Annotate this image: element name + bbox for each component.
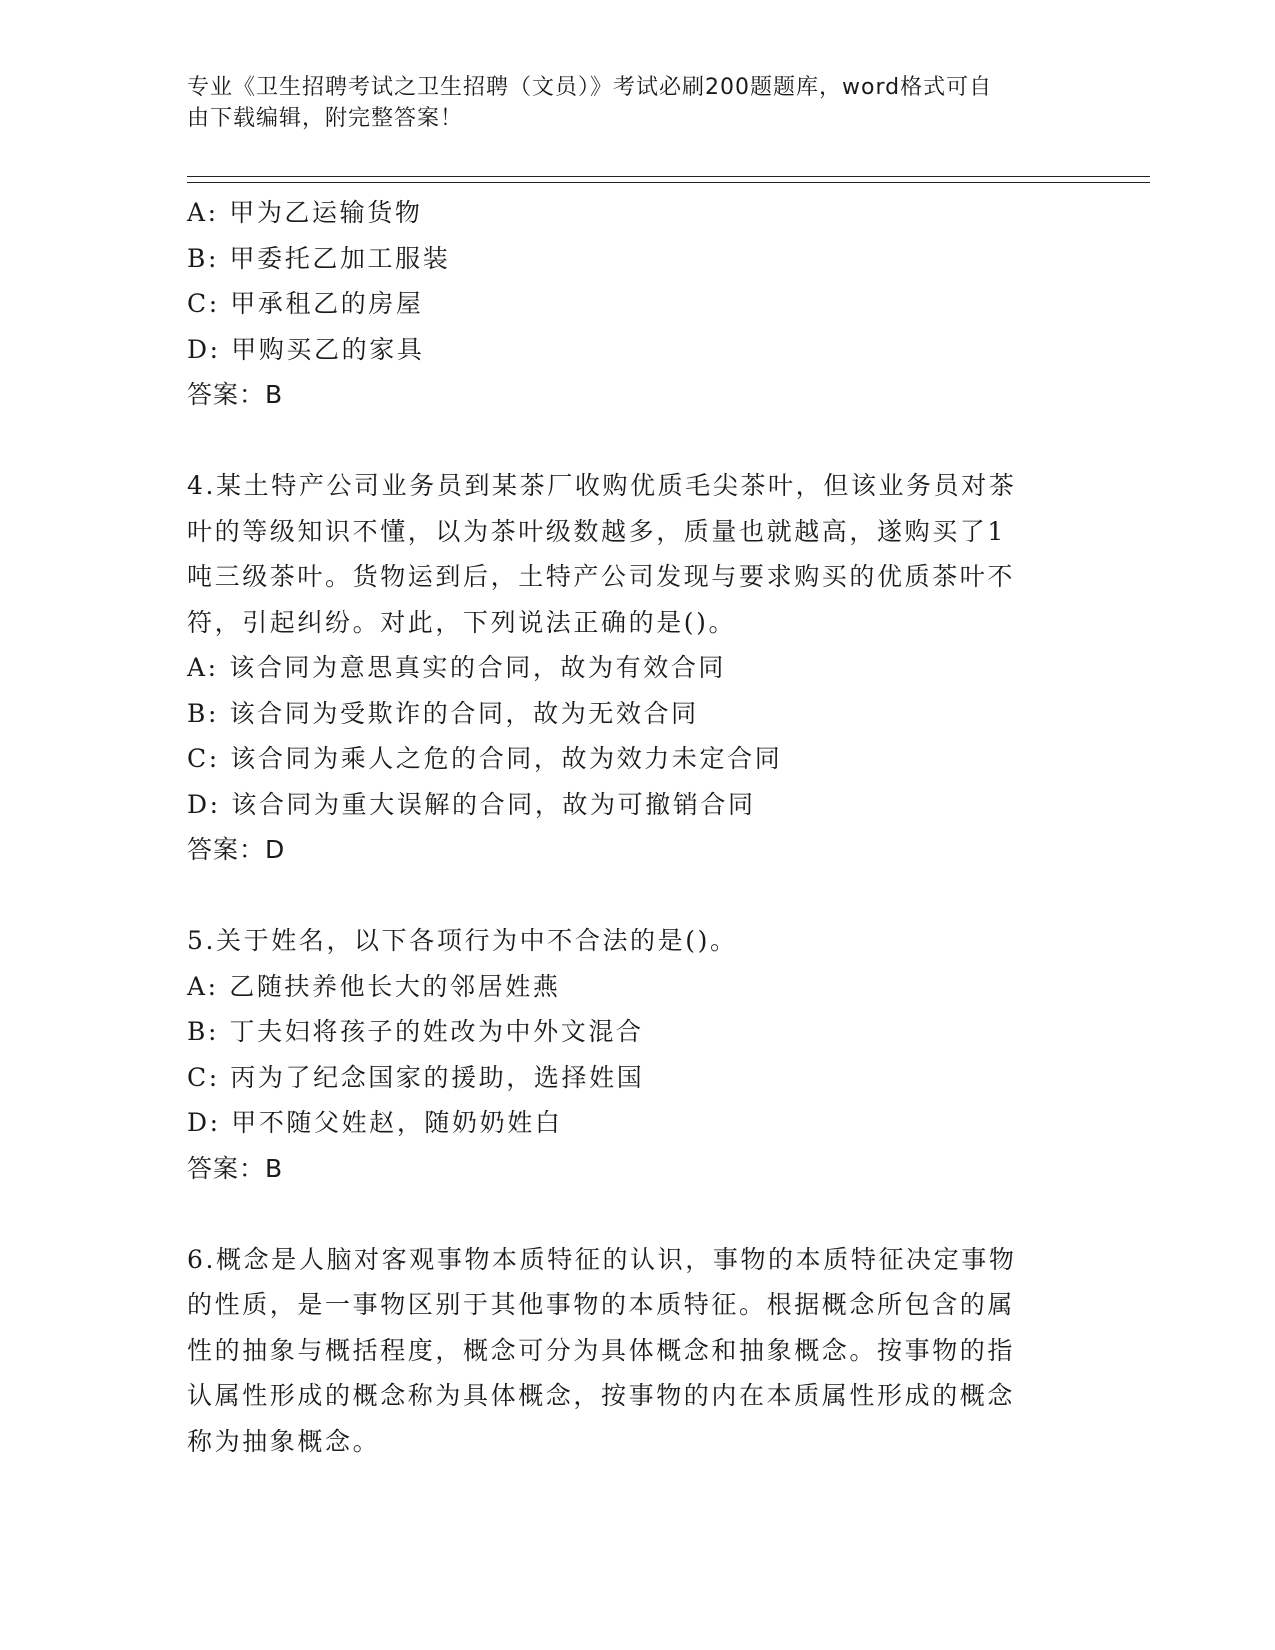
question-3 xyxy=(187,190,1067,418)
question-text-line: 6.概念是人脑对客观事物本质特征的认识，事物的本质特征决定事物 xyxy=(187,1244,1017,1274)
question-text-line: 认属性形成的概念称为具体概念，按事物的内在本质属性形成的概念 xyxy=(187,1381,1016,1410)
option-b: B: 丁夫妇将孩子的姓改为中外文混合 xyxy=(187,1017,644,1046)
answer-text: 答案：B xyxy=(187,380,284,409)
option-a: A: 乙随扶养他长大的邻居姓燕 xyxy=(187,971,561,1001)
question-text-line: 叶的等级知识不懂，以为茶叶级数越多，质量也就越高，遂购买了1 xyxy=(187,516,1006,546)
spacer xyxy=(187,873,1067,919)
answer-text: 答案：D xyxy=(187,835,286,864)
option-c: C: 该合同为乘人之危的合同，故为效力未定合同 xyxy=(187,744,783,773)
option-b: B: 甲委托乙加工服装 xyxy=(187,243,451,273)
header-divider-top xyxy=(187,176,1150,177)
spacer xyxy=(187,418,1067,464)
question-text-line: 性的抽象与概括程度，概念可分为具体概念和抽象概念。按事物的指 xyxy=(187,1335,1016,1365)
question-text-line: 4.某土特产公司业务员到某茶厂收购优质毛尖茶叶，但该业务员对茶 xyxy=(187,471,1017,500)
question-text-line: 符，引起纠纷。对此，下列说法正确的是()。 xyxy=(187,607,737,637)
question-text-line: 吨三级茶叶。货物运到后，土特产公司发现与要求购买的优质茶叶不 xyxy=(187,562,1016,591)
option-c: C: 甲承租乙的房屋 xyxy=(187,289,424,318)
header-divider-bottom xyxy=(187,182,1150,183)
question-text-line: 的性质，是一事物区别于其他事物的本质特征。根据概念所包含的属 xyxy=(187,1290,1016,1319)
option-d: D: 该合同为重大误解的合同，故为可撤销合同 xyxy=(187,789,756,819)
question-5 xyxy=(187,918,1067,1191)
question-text-line: 5.关于姓名，以下各项行为中不合法的是()。 xyxy=(187,926,738,955)
option-c: C: 丙为了纪念国家的援助，选择姓国 xyxy=(187,1062,645,1092)
question-4 xyxy=(187,463,1067,873)
header-line-2: 由下载编辑，附完整答案！ xyxy=(187,106,464,131)
option-b: B: 该合同为受欺诈的合同，故为无效合同 xyxy=(187,698,699,728)
question-text-line: 称为抽象概念。 xyxy=(187,1426,381,1456)
option-d: D: 甲购买乙的家具 xyxy=(187,334,425,364)
option-a: A: 该合同为意思真实的合同，故为有效合同 xyxy=(187,653,727,682)
option-a: A: 甲为乙运输货物 xyxy=(187,198,423,227)
answer-text: 答案：B xyxy=(187,1153,284,1183)
option-d: D: 甲不随父姓赵，随奶奶姓白 xyxy=(187,1108,563,1137)
spacer xyxy=(187,1191,1067,1237)
question-content xyxy=(187,190,1067,1464)
document-header xyxy=(187,72,1067,134)
question-6 xyxy=(187,1237,1067,1465)
header-line-1: 专业《卫生招聘考试之卫生招聘（文员）》考试必刷200题题库，word格式可自 xyxy=(187,75,993,100)
